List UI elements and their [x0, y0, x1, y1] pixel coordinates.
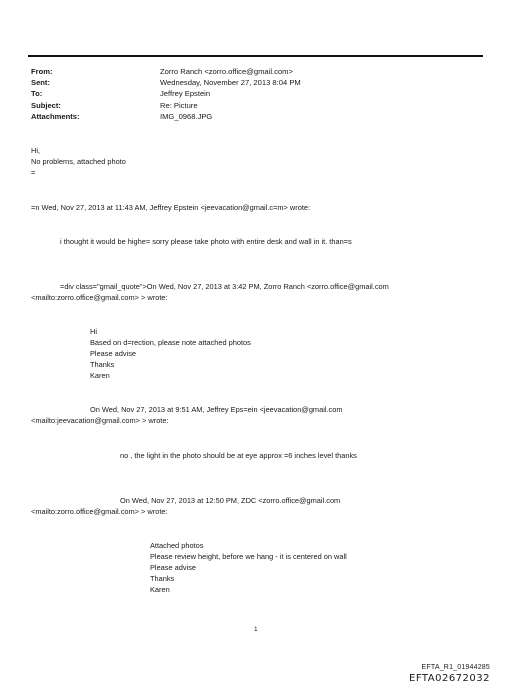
quote-line: Thanks	[150, 574, 175, 583]
body-line: No problems, attached photo	[31, 157, 126, 166]
quote-line: Karen	[90, 371, 110, 380]
quote-header: <mailto:zorro.office@gmail.com> > wrote:	[31, 293, 168, 302]
bates-number-large: EFTA02672032	[409, 673, 490, 684]
sent-value: Wednesday, November 27, 2013 8:04 PM	[160, 78, 301, 87]
quote-line: Karen	[150, 585, 170, 594]
quote-header: =div class="gmail_quote">On Wed, Nov 27, 2013 at 3:42 PM, Zorro Ranch <zorro.office@gmail.com	[60, 282, 389, 291]
header-divider	[28, 55, 483, 57]
quote-text: i thought it would be highe= sorry please take photo with entire desk and wall in it. than=s	[60, 237, 352, 246]
quote-line: Based on d=rection, please note attached photos	[90, 338, 251, 347]
page-number: 1	[254, 626, 258, 633]
body-line: =	[31, 168, 36, 177]
subject-value: Re: Picture	[160, 101, 198, 110]
to-value: Jeffrey Epstein	[160, 89, 211, 98]
greeting: Hi,	[31, 146, 41, 155]
quote-line: Please advise	[90, 349, 137, 358]
quote-line: Hi	[90, 327, 97, 336]
from-value: Zorro Ranch <zorro.office@gmail.com>	[160, 67, 293, 76]
from-label: From:	[31, 67, 53, 76]
quote-line: Attached photos	[150, 541, 204, 550]
bates-number-small: EFTA_R1_01944285	[421, 664, 490, 671]
attachments-label: Attachments:	[31, 112, 80, 121]
quote-header: <mailto:jeevacation@gmail.com> > wrote:	[31, 416, 169, 425]
attachments-value: IMG_0968.JPG	[160, 112, 213, 121]
quote-text: no , the light in the photo should be at eye approx =6 inches level thanks	[120, 451, 357, 460]
quote-line: Please advise	[150, 563, 197, 572]
quote-line: Thanks	[90, 360, 115, 369]
quote-header: On Wed, Nov 27, 2013 at 12:50 PM, ZDC <zorro.office@gmail.com	[120, 496, 341, 505]
quote-line: Please review height, before we hang - it is centered on wall	[150, 552, 347, 561]
to-label: To:	[31, 89, 43, 98]
quote-header: On Wed, Nov 27, 2013 at 9:51 AM, Jeffrey Eps=ein <jeevacation@gmail.com	[90, 405, 343, 414]
quote-header: <mailto:zorro.office@gmail.com> > wrote:	[31, 507, 168, 516]
subject-label: Subject:	[31, 101, 61, 110]
sent-label: Sent:	[31, 78, 50, 87]
quote-header: =n Wed, Nov 27, 2013 at 11:43 AM, Jeffrey Epstein <jeevacation@gmail.c=m> wrote:	[31, 203, 311, 212]
